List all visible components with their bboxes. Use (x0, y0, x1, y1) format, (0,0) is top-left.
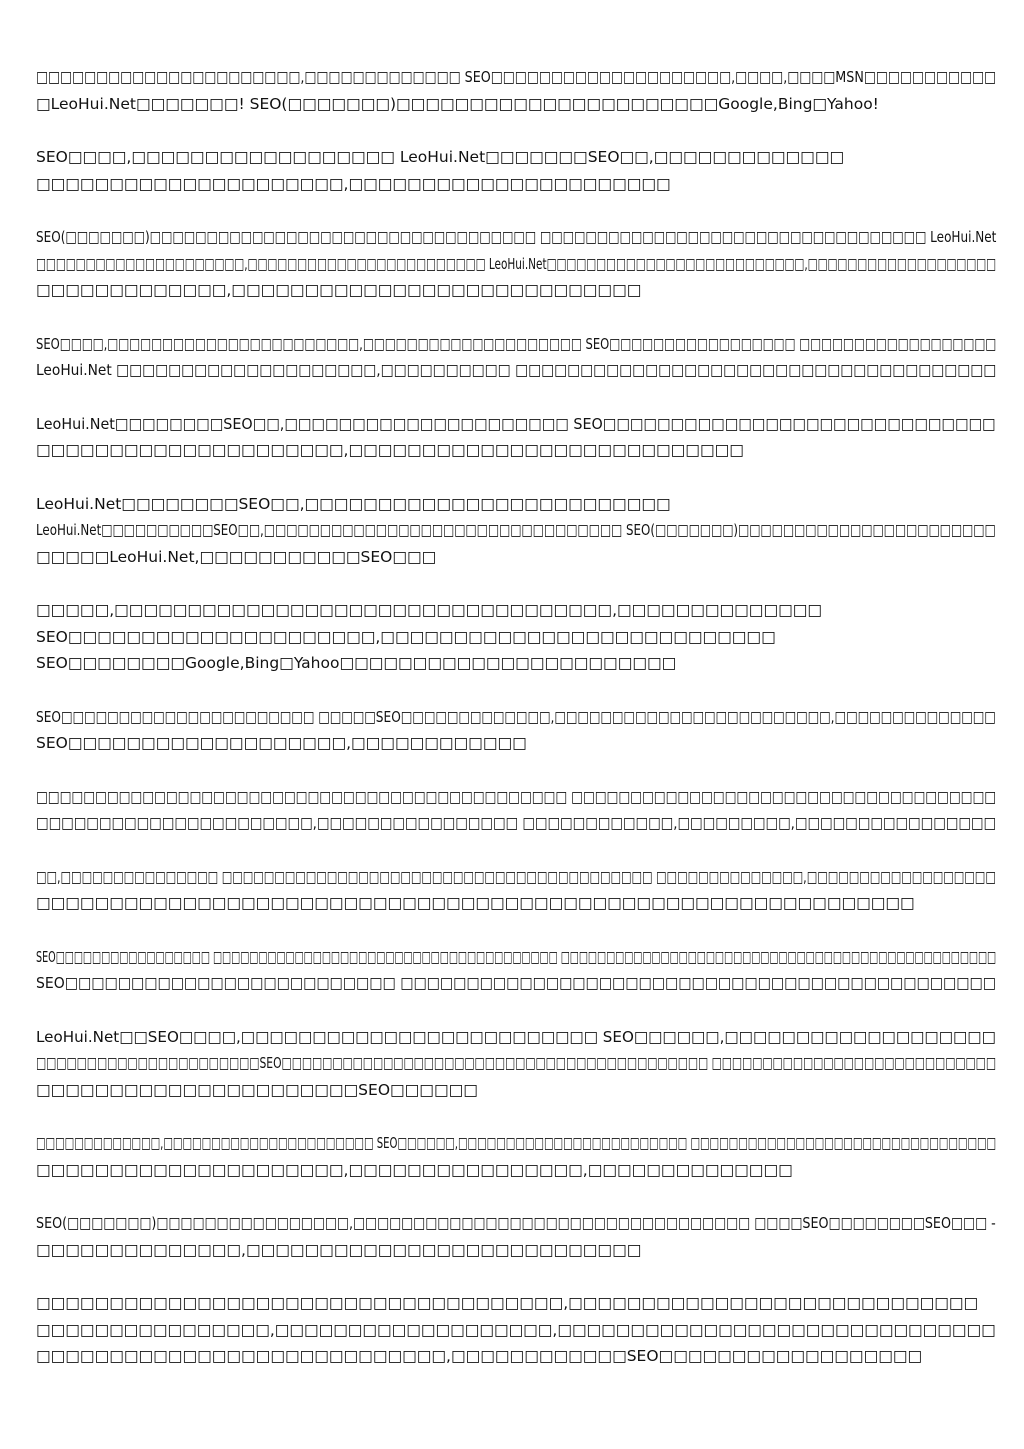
text-line: □LeoHui.Net□□□□□□□! SEO(□□□□□□□)□□□□□□□□□□□□□□□□□□□□□□Google,Bing□Yahoo! (36, 94, 879, 113)
text-line: □□□□□□□□□□□□□,□□□□□□□□□□□□□□□□□□□□□□□□□□□□ (36, 281, 642, 299)
text-line: □□□□□□□□□□□□□,□□□□□□□□□□□□□□□□□□□□□□ SEO□□□□□□,□□□□□□□□□□□□□□□□□□□□□□□□ □□□□□□□□□□□□□□□□□□□□□□□□□□□□□□□□ (36, 1134, 997, 1152)
text-line: SEO□□□□,□□□□□□□□□□□□□□□□□□ LeoHui.Net□□□□□□□SEO□□,□□□□□□□□□□□□□ (36, 148, 845, 166)
document-body (36, 64, 996, 1397)
paragraph (36, 224, 996, 304)
text-line: SEO□□□□□□□□□□□□□□□□□□□□□□□□□ □□□□□□□□□□□□□□□□□□□□□□□□□□□□□□□□□□□□□□□□□□□□□ (36, 974, 996, 992)
text-line: □□□□□□□□□□□□□□,□□□□□□□□□□□□□□□□□□□□□□□□□□□ (36, 1240, 642, 1259)
text-line: SEO(□□□□□□□)□□□□□□□□□□□□□□□□□□□□□□□□□□□□□□□□□□ □□□□□□□□□□□□□□□□□□□□□□□□□□□□□□□□□□ LeoHui.Net (36, 228, 997, 246)
text-line: □□□□□□□□□□□□□□□□□□□□□,□□□□□□□□□□□□□□□□□□□□□□□□□□□ (36, 441, 744, 459)
paragraph (36, 864, 996, 917)
text-line: □□,□□□□□□□□□□□□□□□ □□□□□□□□□□□□□□□□□□□□□□□□□□□□□□□□□□□□□□□□□ □□□□□□□□□□□□□□,□□□□□□□□□□□□□□□□□□ (36, 867, 996, 886)
text-line: □□□□□,□□□□□□□□□□□□□□□□□□□□□□□□□□□□□□□□□□,□□□□□□□□□□□□□□ (36, 601, 823, 619)
text-line: □□□□□□□□□□□□□□□□□□□□□□,□□□□□□□□□□□□□□□□ □□□□□□□□□□□□,□□□□□□□□□,□□□□□□□□□□□□□□□□ (36, 814, 997, 832)
paragraph (36, 491, 996, 571)
text-line: □□□□□□□□□□□□□□□□□□□□□□SEO□□□□□□□□□□□□□□□□□□□□□□□□□□□□□□□□□□□□□□□□□□ □□□□□□□□□□□□□□□□□□□□□□□□□□□□ (36, 1054, 997, 1072)
paragraph (36, 784, 996, 837)
text-line: SEO(□□□□□□□)□□□□□□□□□□□□□□□□,□□□□□□□□□□□□□□□□□□□□□□□□□□□□□□□□□ □□□□SEO□□□□□□□□SEO□□□ - (36, 1214, 996, 1232)
text-line: □□□□□LeoHui.Net,□□□□□□□□□□□SEO□□□ (36, 547, 437, 566)
text-line: □□□□□□□□□□□□□□□□,□□□□□□□□□□□□□□□□□□□,□□□□□□□□□□□□□□□□□□□□□□□□□□□□□□ (36, 1320, 996, 1339)
text-line: SEO□□□□,□□□□□□□□□□□□□□□□□□□□□□□,□□□□□□□□□□□□□□□□□□□□ SEO□□□□□□□□□□□□□□□□□ □□□□□□□□□□□□□□□□□□ (36, 334, 997, 353)
text-line: □□□□□□□□□□□□□□□□□□□□□,□□□□□□□□□□□□□□□□,□□□□□□□□□□□□□□ (36, 1160, 793, 1179)
text-line: □□□□□□□□□□□□□□□□□□□□□□□□□□□□□□□□□□□□□□□□□□□□□□□□□□□□□□□□□□□□ (36, 894, 915, 912)
text-line: LeoHui.Net□□□□□□□□SEO□□,□□□□□□□□□□□□□□□□□□□□□□□□□ (36, 494, 671, 513)
text-line: LeoHui.Net□□□□□□□□SEO□□,□□□□□□□□□□□□□□□□□□□□□ SEO□□□□□□□□□□□□□□□□□□□□□□□□□□□□□ (36, 414, 996, 433)
paragraph (36, 704, 996, 757)
text-line: □□□□□□□□□□□□□□□□□□□□□□□□□□□□□□□□□□□□□□□□□□□□□ □□□□□□□□□□□□□□□□□□□□□□□□□□□□□□□□□□□□ (36, 787, 997, 806)
paragraph (36, 64, 996, 117)
paragraph (36, 411, 996, 464)
text-line: □□□□□□□□□□□□□□□□□□□□□□□□□□□□□□□□□□□□,□□□□□□□□□□□□□□□□□□□□□□□□□□□□ (36, 1294, 979, 1312)
text-line: □□□□□□□□□□□□□□□□□□□□□□□□□□□□,□□□□□□□□□□□□SEO□□□□□□□□□□□□□□□□□□ (36, 1347, 923, 1365)
text-line: SEO□□□□□□□□Google,Bing□Yahoo□□□□□□□□□□□□□□□□□□□□□□□ (36, 654, 677, 672)
paragraph (36, 331, 996, 384)
text-line: SEO□□□□□□□□□□□□□□□□□□□□□□ □□□□□SEO□□□□□□□□□□□□□,□□□□□□□□□□□□□□□□□□□□□□□□,□□□□□□□□□□□□□□ (36, 707, 996, 726)
text-line: LeoHui.Net □□□□□□□□□□□□□□□□□□□□,□□□□□□□□□□ □□□□□□□□□□□□□□□□□□□□□□□□□□□□□□□□□□□□□ (36, 361, 997, 379)
text-line: SEO□□□□□□□□□□□□□□□□□ □□□□□□□□□□□□□□□□□□□□□□□□□□□□□□□□□□□□□□ □□□□□□□□□□□□□□□□□□□□□□□□□□□□□□□□□□□□□□□□□□□□□□□□ (36, 947, 997, 966)
text-line: □□□□□□□□□□□□□□□□□□□□□□,□□□□□□□□□□□□□ SEO□□□□□□□□□□□□□□□□□□□□,□□□□,□□□□MSN□□□□□□□□□□□ (36, 68, 997, 86)
paragraph (36, 144, 996, 197)
text-line: SEO□□□□□□□□□□□□□□□□□□□,□□□□□□□□□□□□ (36, 734, 527, 752)
paragraph (36, 1024, 996, 1104)
text-line: LeoHui.Net□□□□□□□□□□SEO□□,□□□□□□□□□□□□□□□□□□□□□□□□□□□□□□□□ SEO(□□□□□□□)□□□□□□□□□□□□□□□□□□□□□□□ (36, 521, 996, 539)
text-line: □□□□□□□□□□□□□□□□□□□□□,□□□□□□□□□□□□□□□□□□□□□□ (36, 174, 671, 193)
paragraph (36, 1130, 996, 1183)
paragraph (36, 1290, 996, 1370)
text-line: LeoHui.Net□□SEO□□□□,□□□□□□□□□□□□□□□□□□□□□□□□□ SEO□□□□□□,□□□□□□□□□□□□□□□□□□□ (36, 1027, 996, 1046)
paragraph (36, 597, 996, 677)
text-line: SEO□□□□□□□□□□□□□□□□□□□□□,□□□□□□□□□□□□□□□□□□□□□□□□□□□ (36, 627, 776, 646)
paragraph (36, 944, 996, 997)
text-line: □□□□□□□□□□□□□□□□□□□□□,□□□□□□□□□□□□□□□□□□□□□□□□ LeoHui.Net□□□□□□□□□□□□□□□□□□□□□□□□□□,□□□□□□□□□□□□□□□□□□□ (36, 254, 997, 273)
paragraph (36, 1210, 996, 1263)
text-line: □□□□□□□□□□□□□□□□□□□□□□SEO□□□□□□ (36, 1080, 478, 1099)
